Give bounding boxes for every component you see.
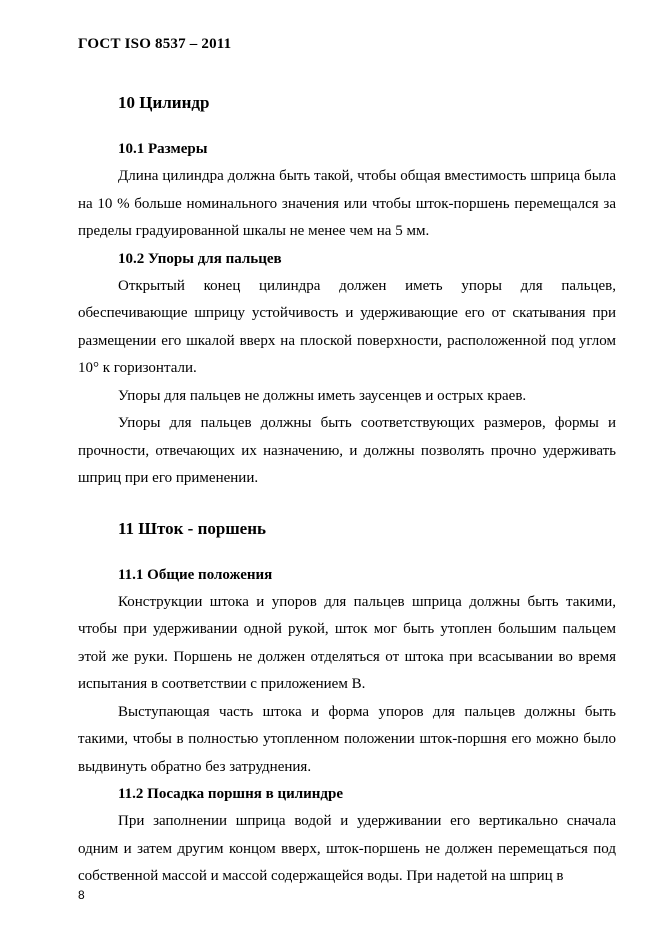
paragraph: При заполнении шприца водой и удерживании его вертикально сначала одним и затем другим концом вверх, шток-поршень не должен перемещаться под собственной массой и массой содержащейся воды. При надетой на шприц в xyxy=(78,813,616,884)
section-11-2-heading: 11.2 Посадка поршня в цилиндре xyxy=(118,786,344,802)
paragraph: Выступающая часть штока и форма упоров для пальцев должны быть такими, чтобы в полностью утопленном положении шток-поршня его можно было выдвинуть обратно без затруднения. xyxy=(78,703,616,775)
paragraph: Упоры для пальцев должны быть соответствующих размеров, формы и прочности, отвечающих их назначению, и должны позволять прочно удерживать шприц при его применении. xyxy=(78,415,616,486)
document-header: ГОСТ ISO 8537 – 2011 xyxy=(78,36,232,52)
paragraph: Открытый конец цилиндра должен иметь упоры для пальцев, обеспечивающие шприцу устойчивость и удерживающие его от скатывания при размещении его шкалой вверх на плоской поверхности, расположенной под углом 10° к горизонтали. xyxy=(78,277,616,376)
section-11-1-heading: 11.1 Общие положения xyxy=(118,566,273,583)
paragraph: Конструкции штока и упоров для пальцев шприца должны быть такими, чтобы при удерживании одной рукой, шток мог быть утоплен большим пальцем этой же руки. Поршень не должен отделяться от штока при всасывании во время испытания в соответствии с приложением В. xyxy=(78,593,616,692)
document-body xyxy=(78,92,616,891)
section-10-2-heading: 10.2 Упоры для пальцев xyxy=(118,250,282,267)
page-number: 8 xyxy=(78,888,85,902)
section-10-1-heading: 10.1 Размеры xyxy=(118,141,208,157)
paragraph: Длина цилиндра должна быть такой, чтобы общая вместимость шприца была на 10 % больше номинального значения или чтобы шток-поршень перемещался за пределы градуированной шкалы не менее чем на 5 мм. xyxy=(78,168,616,239)
section-11-heading: 11 Шток - поршень xyxy=(118,518,266,538)
section-10-heading: 10 Цилиндр xyxy=(118,93,210,112)
paragraph: Упоры для пальцев не должны иметь заусенцев и острых краев. xyxy=(118,387,527,404)
